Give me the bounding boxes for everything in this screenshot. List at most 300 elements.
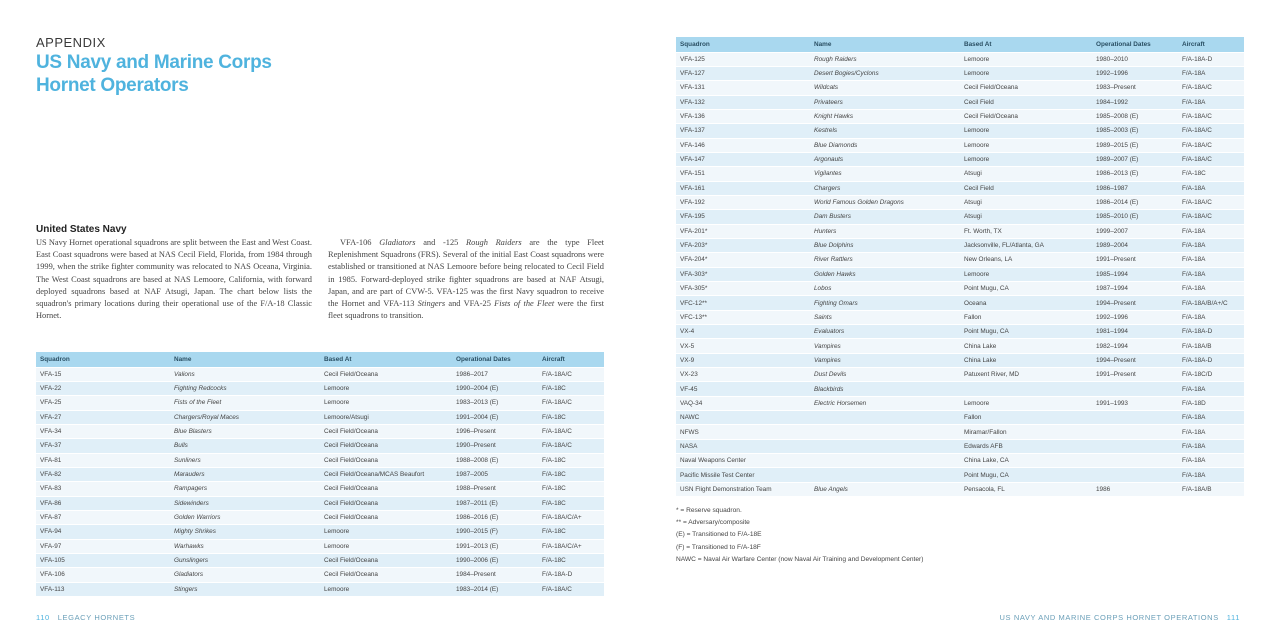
cell-squadron: VFA-146 [676, 138, 810, 152]
cell-squadron: VFA-15 [36, 367, 170, 381]
table-row [36, 525, 604, 539]
cell-dates: 1999–2007 [1092, 224, 1178, 238]
header-squadron: Squadron [36, 352, 170, 367]
cell-dates: 1991–Present [1092, 368, 1178, 382]
cell-squadron: VFA-192 [676, 195, 810, 209]
cell-squadron: VFC-13** [676, 310, 810, 324]
section-heading: United States Navy [36, 224, 127, 235]
cell-squadron: VFA-22 [36, 381, 170, 395]
table-row [676, 325, 1244, 339]
cell-squadron: VFA-127 [676, 66, 810, 80]
cell-name: Saints [810, 310, 960, 324]
cell-based-at: Atsugi [960, 210, 1092, 224]
cell-dates [1092, 468, 1178, 482]
cell-dates: 1981–1994 [1092, 325, 1178, 339]
cell-name: Stingers [170, 582, 320, 596]
table-row [676, 353, 1244, 367]
cell-name: Golden Warriors [170, 510, 320, 524]
cell-based-at: China Lake, CA [960, 454, 1092, 468]
body-paragraph-1: US Navy Hornet operational squadrons are split between the East and West Coast. East Coast squadrons were based at NAS Cecil Field, Florida, from 1984 through 1999, when the strike fighter community was relocated to NAS Oceana, Virginia. The West Coast squadrons are based at NAS Lemoore, California, with forward deployed squadrons based at NAF Atsugi, Japan. The chart below lists the squadron's primary locations during their operational use of the F/A-18 Classic Hornet. [36, 238, 312, 321]
cell-name: Blue Dolphins [810, 238, 960, 252]
cell-aircraft: F/A-18C [538, 496, 604, 510]
table-row [36, 410, 604, 424]
cell-name: Argonauts [810, 152, 960, 166]
table-row [36, 439, 604, 453]
cell-name: Marauders [170, 467, 320, 481]
cell-aircraft: F/A-18A/C/A+ [538, 539, 604, 553]
cell-squadron: VF-45 [676, 382, 810, 396]
cell-dates: 1989–2004 [1092, 238, 1178, 252]
table-row [36, 367, 604, 381]
table-row [676, 238, 1244, 252]
cell-dates: 1984–1992 [1092, 95, 1178, 109]
cell-name: Knight Hawks [810, 109, 960, 123]
cell-name: Mighty Shrikes [170, 525, 320, 539]
cell-dates: 1985–2008 (E) [1092, 109, 1178, 123]
cell-dates: 1991–1993 [1092, 396, 1178, 410]
cell-dates: 1994–Present [1092, 296, 1178, 310]
cell-based-at: Lemoore [320, 582, 452, 596]
table-notes [676, 505, 923, 566]
cell-squadron: VFA-87 [36, 510, 170, 524]
cell-squadron: VFA-132 [676, 95, 810, 109]
cell-name: Rampagers [170, 482, 320, 496]
cell-squadron: VFA-147 [676, 152, 810, 166]
cell-aircraft: F/A-18C [538, 453, 604, 467]
table-row [36, 467, 604, 481]
cell-aircraft: F/A-18C/D [1178, 368, 1244, 382]
cell-squadron: VFA-204* [676, 253, 810, 267]
note-line: * = Reserve squadron. [676, 507, 742, 514]
cell-dates: 1991–2013 (E) [452, 539, 538, 553]
cell-aircraft: F/A-18A/C [1178, 152, 1244, 166]
header-operational-dates: Operational Dates [1092, 37, 1178, 52]
appendix-kicker: APPENDIX [36, 35, 106, 50]
cell-dates [1092, 382, 1178, 396]
cell-aircraft: F/A-18A/B/A+/C [1178, 296, 1244, 310]
cell-aircraft: F/A-18A [1178, 454, 1244, 468]
cell-aircraft: F/A-18A [1178, 282, 1244, 296]
table-row [676, 181, 1244, 195]
table-row [676, 138, 1244, 152]
cell-aircraft: F/A-18A [1178, 95, 1244, 109]
cell-squadron: USN Flight Demonstration Team [676, 482, 810, 496]
cell-name: World Famous Golden Dragons [810, 195, 960, 209]
cell-squadron: VFA-82 [36, 467, 170, 481]
cell-name: Electric Horsemen [810, 396, 960, 410]
cell-squadron: VFA-151 [676, 167, 810, 181]
table-row [36, 381, 604, 395]
cell-aircraft: F/A-18A [1178, 224, 1244, 238]
cell-name: Vampires [810, 353, 960, 367]
table-row [676, 167, 1244, 181]
cell-aircraft: F/A-18D [1178, 396, 1244, 410]
cell-dates: 1991–Present [1092, 253, 1178, 267]
table-row [676, 109, 1244, 123]
cell-name: River Rattlers [810, 253, 960, 267]
cell-dates: 1988–Present [452, 482, 538, 496]
cell-aircraft: F/A-18A [1178, 238, 1244, 252]
cell-squadron: VFA-94 [36, 525, 170, 539]
table-row [676, 195, 1244, 209]
cell-squadron: VFA-97 [36, 539, 170, 553]
cell-aircraft: F/A-18A/C [1178, 195, 1244, 209]
body-column-1 [36, 237, 312, 322]
cell-squadron: NAWC [676, 411, 810, 425]
cell-name: Fighting Redcocks [170, 381, 320, 395]
cell-based-at: Cecil Field/Oceana [320, 496, 452, 510]
cell-based-at: Lemoore [960, 138, 1092, 152]
table-row [676, 468, 1244, 482]
cell-squadron: VFA-27 [36, 410, 170, 424]
cell-squadron: VX-9 [676, 353, 810, 367]
cell-dates: 1986–2017 [452, 367, 538, 381]
cell-squadron: VFA-37 [36, 439, 170, 453]
table-row [676, 368, 1244, 382]
cell-based-at: Fallon [960, 310, 1092, 324]
cell-squadron: VFA-131 [676, 81, 810, 95]
cell-dates: 1986–2014 (E) [1092, 195, 1178, 209]
table-row [676, 152, 1244, 166]
cell-name: Gunslingers [170, 553, 320, 567]
cell-dates: 1980–2010 [1092, 52, 1178, 66]
note-line: (E) = Transitioned to F/A-18E [676, 531, 762, 539]
table-row [676, 282, 1244, 296]
table-row [676, 482, 1244, 496]
cell-aircraft: F/A-18A [1178, 468, 1244, 482]
cell-squadron: VFA-105 [36, 553, 170, 567]
cell-dates: 1990–Present [452, 439, 538, 453]
cell-aircraft: F/A-18A/B [1178, 339, 1244, 353]
cell-based-at: Jacksonville, FL/Atlanta, GA [960, 238, 1092, 252]
table-row [36, 510, 604, 524]
cell-aircraft: F/A-18A/C [1178, 81, 1244, 95]
cell-name: Gladiators [170, 568, 320, 582]
cell-name: Warhawks [170, 539, 320, 553]
cell-squadron: VFA-83 [36, 482, 170, 496]
header-operational-dates: Operational Dates [452, 352, 538, 367]
cell-based-at: Lemoore [960, 396, 1092, 410]
cell-aircraft: F/A-18C [538, 381, 604, 395]
cell-aircraft: F/A-18A/C [538, 582, 604, 596]
cell-dates: 1987–2011 (E) [452, 496, 538, 510]
cell-dates: 1989–2015 (E) [1092, 138, 1178, 152]
cell-dates: 1990–2015 (F) [452, 525, 538, 539]
cell-based-at: Cecil Field/Oceana [320, 453, 452, 467]
cell-name: Hunters [810, 224, 960, 238]
table-row [676, 210, 1244, 224]
cell-based-at: Point Mugu, CA [960, 468, 1092, 482]
cell-based-at: Lemoore [320, 396, 452, 410]
cell-aircraft: F/A-18A [1178, 181, 1244, 195]
note-line: (F) = Transitioned to F/A-18F [676, 543, 761, 551]
table-header-row [36, 352, 604, 367]
cell-squadron: NASA [676, 439, 810, 453]
page-number-left: 110 [36, 613, 50, 622]
cell-aircraft: F/A-18A/C [538, 367, 604, 381]
cell-dates: 1986–1987 [1092, 181, 1178, 195]
cell-based-at: Lemoore [960, 52, 1092, 66]
cell-based-at: Lemoore [320, 539, 452, 553]
cell-name [810, 411, 960, 425]
cell-aircraft: F/A-18A [1178, 382, 1244, 396]
cell-aircraft: F/A-18A-D [1178, 353, 1244, 367]
header-name: Name [170, 352, 320, 367]
cell-dates: 1994–Present [1092, 353, 1178, 367]
cell-dates: 1992–1996 [1092, 66, 1178, 80]
body-column-2 [328, 237, 604, 322]
cell-squadron: VFA-34 [36, 424, 170, 438]
cell-aircraft: F/A-18A/B [1178, 482, 1244, 496]
cell-based-at: New Orleans, LA [960, 253, 1092, 267]
squadron-table-left [36, 352, 604, 597]
cell-based-at: Fallon [960, 411, 1092, 425]
cell-dates [1092, 425, 1178, 439]
cell-name: Sunliners [170, 453, 320, 467]
cell-squadron: VAQ-34 [676, 396, 810, 410]
cell-squadron: VFA-81 [36, 453, 170, 467]
squadron-table-right [676, 37, 1244, 497]
table-row [676, 454, 1244, 468]
table-row [676, 411, 1244, 425]
cell-based-at: Lemoore [960, 152, 1092, 166]
cell-name: Golden Hawks [810, 267, 960, 281]
cell-name: Chargers/Royal Maces [170, 410, 320, 424]
cell-squadron: NFWS [676, 425, 810, 439]
cell-based-at: Lemoore [960, 267, 1092, 281]
cell-squadron: VFA-113 [36, 582, 170, 596]
cell-based-at: Atsugi [960, 195, 1092, 209]
cell-based-at: Lemoore [960, 124, 1092, 138]
cell-based-at: Miramar/Fallon [960, 425, 1092, 439]
cell-squadron: VFA-25 [36, 396, 170, 410]
cell-aircraft: F/A-18A [1178, 253, 1244, 267]
cell-dates: 1982–1994 [1092, 339, 1178, 353]
header-name: Name [810, 37, 960, 52]
cell-based-at: Cecil Field/Oceana [320, 482, 452, 496]
table-row [676, 439, 1244, 453]
cell-based-at: Cecil Field/Oceana [320, 424, 452, 438]
cell-squadron: VX-4 [676, 325, 810, 339]
cell-name: Valions [170, 367, 320, 381]
cell-based-at: China Lake [960, 339, 1092, 353]
note-line: ** = Adversary/composite [676, 519, 750, 527]
cell-based-at: Lemoore [320, 381, 452, 395]
cell-aircraft: F/A-18C [538, 410, 604, 424]
cell-aircraft: F/A-18C [538, 482, 604, 496]
table-row [676, 310, 1244, 324]
cell-dates: 1986 [1092, 482, 1178, 496]
cell-dates: 1983–2014 (E) [452, 582, 538, 596]
cell-aircraft: F/A-18A-D [1178, 52, 1244, 66]
cell-name: Wildcats [810, 81, 960, 95]
cell-name: Desert Bogies/Cyclons [810, 66, 960, 80]
page-number-right: 111 [1226, 613, 1240, 622]
header-based-at: Based At [320, 352, 452, 367]
cell-based-at: Edwards AFB [960, 439, 1092, 453]
appendix-title: US Navy and Marine Corps Hornet Operators [36, 52, 272, 96]
cell-name: Blue Blasters [170, 424, 320, 438]
cell-dates [1092, 454, 1178, 468]
header-aircraft: Aircraft [538, 352, 604, 367]
cell-dates: 1983–Present [1092, 81, 1178, 95]
table-row [676, 382, 1244, 396]
table-row [36, 568, 604, 582]
cell-dates: 1992–1996 [1092, 310, 1178, 324]
cell-aircraft: F/A-18C [538, 525, 604, 539]
cell-name: Fighting Omars [810, 296, 960, 310]
header-squadron: Squadron [676, 37, 810, 52]
cell-squadron: VFA-125 [676, 52, 810, 66]
header-based-at: Based At [960, 37, 1092, 52]
cell-name: Vampires [810, 339, 960, 353]
cell-aircraft: F/A-18A/C [1178, 124, 1244, 138]
cell-squadron: VFC-12** [676, 296, 810, 310]
cell-aircraft: F/A-18A/C [1178, 210, 1244, 224]
cell-based-at: Point Mugu, CA [960, 282, 1092, 296]
table-row [36, 582, 604, 596]
cell-aircraft: F/A-18A/C [538, 424, 604, 438]
cell-based-at: Patuxent River, MD [960, 368, 1092, 382]
cell-name: Chargers [810, 181, 960, 195]
header-aircraft: Aircraft [1178, 37, 1244, 52]
cell-squadron: VFA-86 [36, 496, 170, 510]
cell-dates: 1985–2010 (E) [1092, 210, 1178, 224]
table-row [676, 52, 1244, 66]
cell-dates: 1991–2004 (E) [452, 410, 538, 424]
cell-based-at: Lemoore [960, 66, 1092, 80]
cell-name: Dust Devils [810, 368, 960, 382]
cell-aircraft: F/A-18A [1178, 439, 1244, 453]
cell-squadron: VFA-161 [676, 181, 810, 195]
cell-name: Fists of the Fleet [170, 396, 320, 410]
cell-based-at: Pensacola, FL [960, 482, 1092, 496]
cell-squadron: VX-5 [676, 339, 810, 353]
cell-squadron: VFA-305* [676, 282, 810, 296]
cell-name: Lobos [810, 282, 960, 296]
cell-squadron: VX-23 [676, 368, 810, 382]
cell-dates: 1984–Present [452, 568, 538, 582]
cell-aircraft: F/A-18C [1178, 167, 1244, 181]
cell-name [810, 425, 960, 439]
cell-dates: 1986–2016 (E) [452, 510, 538, 524]
cell-squadron: VFA-106 [36, 568, 170, 582]
table-row [36, 424, 604, 438]
cell-based-at: Cecil Field/Oceana [960, 109, 1092, 123]
cell-dates: 1985–2003 (E) [1092, 124, 1178, 138]
cell-based-at: Lemoore [320, 525, 452, 539]
cell-aircraft: F/A-18C [538, 467, 604, 481]
cell-squadron: VFA-203* [676, 238, 810, 252]
running-head-right: US NAVY AND MARINE CORPS HORNET OPERATIONS [999, 613, 1219, 622]
cell-aircraft: F/A-18A/C/A+ [538, 510, 604, 524]
cell-name: Privateers [810, 95, 960, 109]
cell-name: Blue Angels [810, 482, 960, 496]
table-row [36, 539, 604, 553]
cell-based-at: Cecil Field/Oceana [320, 568, 452, 582]
cell-based-at: Cecil Field/Oceana [320, 367, 452, 381]
cell-based-at: Cecil Field/Oceana [960, 81, 1092, 95]
cell-based-at: Cecil Field/Oceana [320, 439, 452, 453]
cell-aircraft: F/A-18A [1178, 66, 1244, 80]
cell-aircraft: F/A-18A/C [1178, 138, 1244, 152]
folio-right [1000, 613, 1240, 622]
cell-aircraft: F/A-18A [1178, 267, 1244, 281]
table-row [676, 296, 1244, 310]
cell-name [810, 439, 960, 453]
cell-dates: 1985–1994 [1092, 267, 1178, 281]
table-row [36, 482, 604, 496]
table-row [36, 396, 604, 410]
table-row [676, 396, 1244, 410]
cell-based-at: Cecil Field/Oceana [320, 553, 452, 567]
cell-squadron: Naval Weapons Center [676, 454, 810, 468]
cell-name: Dam Busters [810, 210, 960, 224]
cell-based-at [960, 382, 1092, 396]
table-row [676, 253, 1244, 267]
table-row [676, 267, 1244, 281]
table-header-row [676, 37, 1244, 52]
table-row [676, 425, 1244, 439]
table-row [36, 553, 604, 567]
cell-aircraft: F/A-18A-D [1178, 325, 1244, 339]
table-row [676, 66, 1244, 80]
cell-name [810, 454, 960, 468]
cell-aircraft: F/A-18A [1178, 425, 1244, 439]
table-row [36, 453, 604, 467]
body-paragraph-2: VFA-106 Gladiators and -125 Rough Raiders are the type Fleet Replenishment Squadrons (FRS). Several of the initial East Coast squadrons were established or transitioned at NAS Lemoore before being relocated to Cecil Field in 1985. Forward-deployed strike fighter squadrons are based at NAF Atsugi, Japan, and are part of CVW-5. VFA-125 was the first Navy squadron to receive the Hornet and VFA-113 Stingers and VFA-25 Fists of the Fleet were the first fleet squadrons to transition. [328, 238, 605, 321]
cell-squadron: VFA-195 [676, 210, 810, 224]
cell-based-at: Oceana [960, 296, 1092, 310]
cell-based-at: Cecil Field [960, 181, 1092, 195]
cell-squadron: VFA-303* [676, 267, 810, 281]
cell-name: Sidewinders [170, 496, 320, 510]
cell-name [810, 468, 960, 482]
cell-dates: 1990–2004 (E) [452, 381, 538, 395]
cell-name: Evaluators [810, 325, 960, 339]
cell-aircraft: F/A-18A [1178, 310, 1244, 324]
cell-aircraft: F/A-18C [538, 553, 604, 567]
table-row [676, 95, 1244, 109]
cell-name: Rough Raiders [810, 52, 960, 66]
cell-based-at: Ft. Worth, TX [960, 224, 1092, 238]
cell-based-at: Point Mugu, CA [960, 325, 1092, 339]
cell-aircraft: F/A-18A/C [538, 396, 604, 410]
table-row [36, 496, 604, 510]
cell-dates: 1987–2005 [452, 467, 538, 481]
table-row [676, 224, 1244, 238]
cell-dates [1092, 439, 1178, 453]
cell-aircraft: F/A-18A/C [538, 439, 604, 453]
cell-dates: 1996–Present [452, 424, 538, 438]
cell-based-at: Atsugi [960, 167, 1092, 181]
cell-name: Blue Diamonds [810, 138, 960, 152]
cell-squadron: VFA-137 [676, 124, 810, 138]
cell-based-at: Cecil Field/Oceana [320, 510, 452, 524]
cell-aircraft: F/A-18A/C [1178, 109, 1244, 123]
folio-left [36, 613, 135, 622]
running-head-left: LEGACY HORNETS [57, 613, 136, 622]
cell-based-at: China Lake [960, 353, 1092, 367]
table-row [676, 339, 1244, 353]
table-row [676, 81, 1244, 95]
cell-dates: 1986–2013 (E) [1092, 167, 1178, 181]
table-row [676, 124, 1244, 138]
cell-dates: 1990–2006 (E) [452, 553, 538, 567]
cell-aircraft: F/A-18A-D [538, 568, 604, 582]
cell-squadron: VFA-201* [676, 224, 810, 238]
cell-based-at: Cecil Field [960, 95, 1092, 109]
